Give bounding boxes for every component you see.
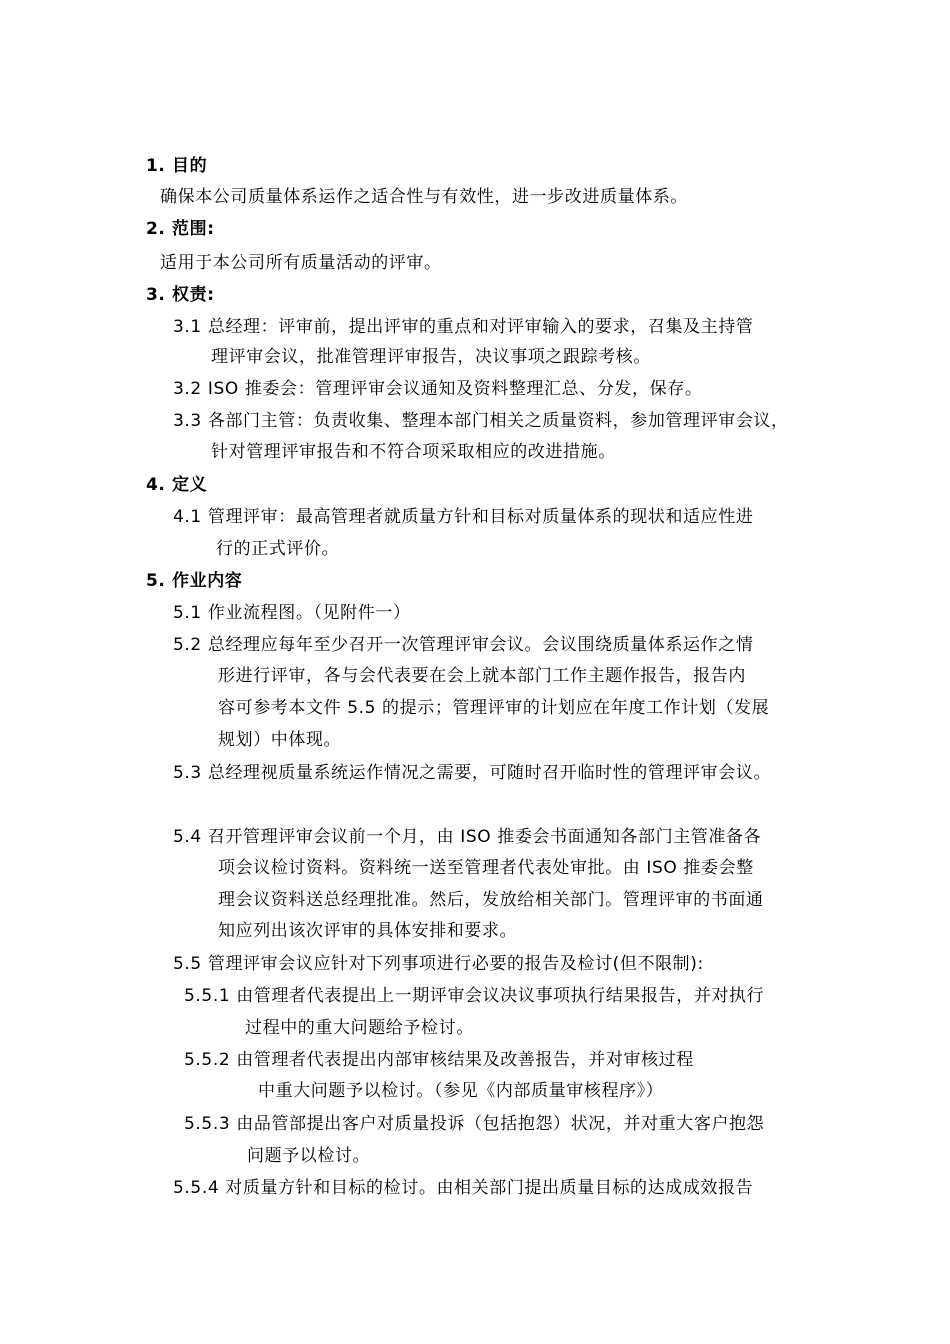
item-5-4-line-1: 5.4 召开管理评审会议前一个月，由 ISO 推委会书面通知各部门主管准备各: [173, 827, 762, 847]
item-5-2-line-1: 5.2 总经理应每年至少召开一次管理评审会议。会议围绕质量体系运作之情: [173, 635, 754, 655]
item-5-5-2-line-2: 中重大问题予以检讨。（参见《内部质量审核程序》）: [258, 1081, 664, 1101]
item-5-2-line-2: 形进行评审，各与会代表要在会上就本部门工作主题作报告，报告内: [218, 666, 746, 686]
item-4-1-line-2: 行的正式评价。: [216, 539, 340, 559]
item-5-3: 5.3 总经理视质量系统运作情况之需要，可随时召开临时性的管理评审会议。: [173, 763, 772, 783]
item-5-4-line-4: 知应列出该次评审的具体安排和要求。: [218, 921, 518, 941]
item-3-1-line-1: 3.1 总经理：评审前，提出评审的重点和对评审输入的要求，召集及主持管: [173, 317, 754, 337]
item-3-1-line-2: 理评审会议，批准管理评审报告，决议事项之跟踪考核。: [211, 347, 651, 367]
section-5-title: 5. 作业内容: [146, 571, 243, 591]
section-4-title: 4. 定义: [146, 475, 208, 495]
item-5-2-line-3: 容可参考本文件 5.5 的提示；管理评审的计划应在年度工作计划（发展: [218, 698, 770, 718]
item-4-1-line-1: 4.1 管理评审：最高管理者就质量方针和目标对质量体系的现状和适应性进: [173, 507, 754, 527]
section-1-title: 1. 目的: [146, 156, 208, 176]
item-5-2-line-4: 规划）中体现。: [218, 730, 342, 750]
item-5-5-1-line-2: 过程中的重大问题给予检讨。: [245, 1018, 474, 1038]
section-1-body: 确保本公司质量体系运作之适合性与有效性，进一步改进质量体系。: [160, 187, 688, 207]
item-5-5-3-line-2: 问题予以检讨。: [247, 1146, 371, 1166]
item-5-5-2-line-1: 5.5.2 由管理者代表提出内部审核结果及改善报告，并对审核过程: [184, 1050, 694, 1070]
item-5-4-line-2: 项会议检讨资料。资料统一送至管理者代表处审批。由 ISO 推委会整: [218, 858, 754, 878]
item-5-5-1-line-1: 5.5.1 由管理者代表提出上一期评审会议决议事项执行结果报告，并对执行: [184, 986, 765, 1006]
section-2-title: 2. 范围:: [146, 219, 215, 239]
section-2-body: 适用于本公司所有质量活动的评审。: [160, 253, 442, 273]
item-3-3-line-2: 针对管理评审报告和不符合项采取相应的改进措施。: [211, 442, 616, 462]
item-5-5-4: 5.5.4 对质量方针和目标的检讨。由相关部门提出质量目标的达成成效报告: [173, 1178, 754, 1198]
item-5-4-line-3: 理会议资料送总经理批准。然后，发放给相关部门。管理评审的书面通: [218, 890, 764, 910]
item-5-5: 5.5 管理评审会议应针对下列事项进行必要的报告及检讨(但不限制):: [173, 954, 704, 974]
item-5-1: 5.1 作业流程图。（见附件一）: [173, 603, 411, 623]
item-5-5-3-line-1: 5.5.3 由品管部提出客户对质量投诉（包括抱怨）状况，并对重大客户抱怨: [184, 1114, 765, 1134]
item-3-3-line-1: 3.3 各部门主管：负责收集、整理本部门相关之质量资料，参加管理评审会议，: [173, 411, 789, 431]
section-3-title: 3. 权责:: [146, 285, 215, 305]
item-3-2: 3.2 ISO 推委会：管理评审会议通知及资料整理汇总、分发，保存。: [173, 379, 703, 399]
